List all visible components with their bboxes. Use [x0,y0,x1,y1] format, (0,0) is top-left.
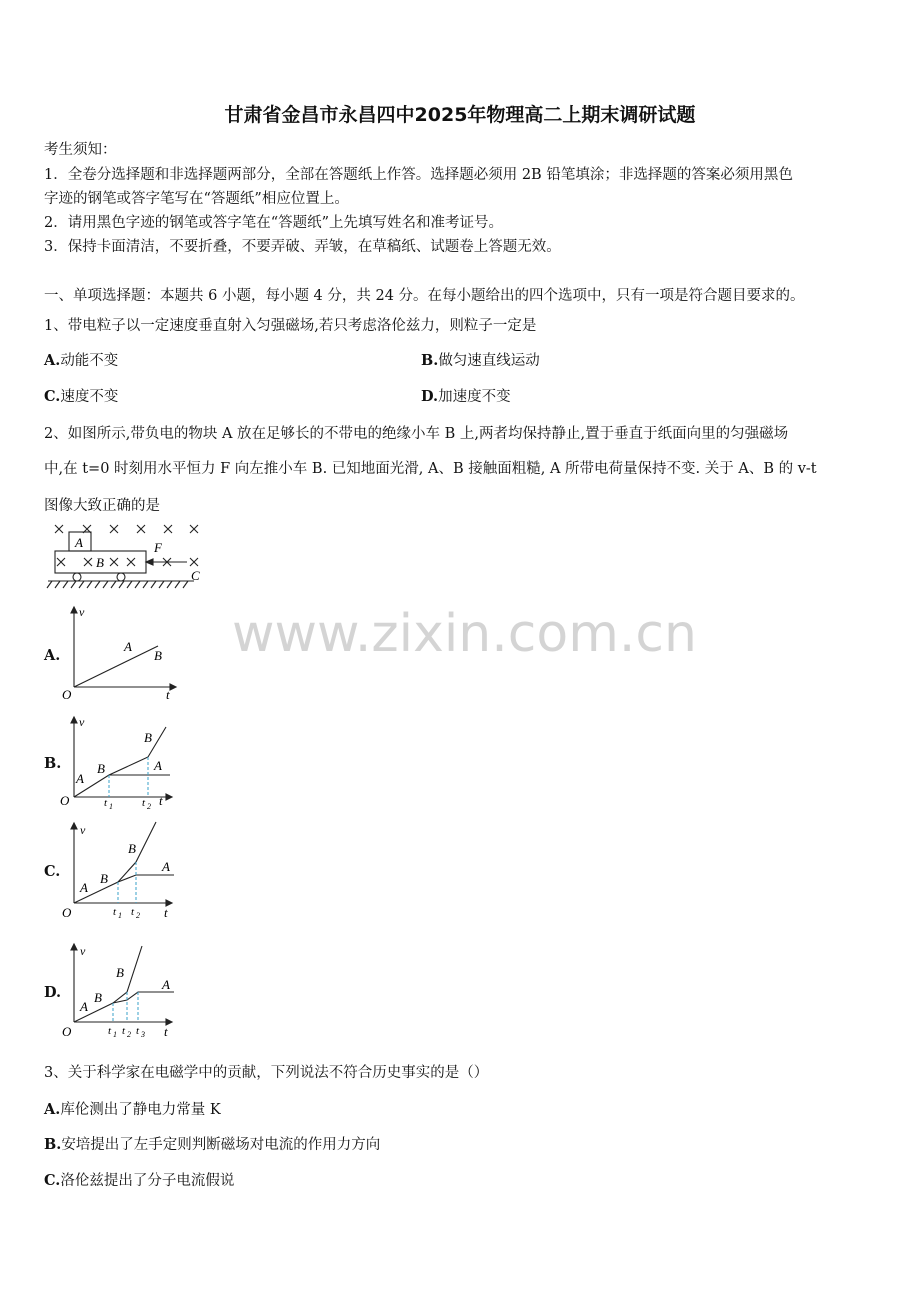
notice-item: 1．全卷分选择题和非选择题两部分，全部在答题纸上作答。选择题必须用 2B 铅笔填涂；非选择题的答案必须用黑色 [44,167,793,183]
t3-label: t [136,1025,140,1037]
axis-t-label: t [164,905,168,920]
q3-option-c: C.洛伦兹提出了分子电流假说 [44,1172,235,1189]
q2-option-a-label: A. [44,647,61,664]
t2-sub: 2 [136,911,140,920]
t1-label: t [104,797,108,809]
q1-option-d: D.加速度不变 [421,388,511,405]
line-a-label: A [80,999,88,1014]
t3-sub: 3 [141,1030,145,1039]
line-a-label: A [80,880,88,895]
q1-option-b: B.做匀速直线运动 [421,352,540,369]
q2-option-c-label: C. [44,863,61,880]
force-f-label: F [154,540,162,555]
line-b-label: B [100,871,108,886]
q2-graph-c [58,819,188,923]
line-b-label: B [144,730,152,745]
t1-label: t [113,906,117,918]
line-a-label: A [124,639,132,654]
axis-v-label: v [80,823,86,837]
q2-setup-figure [44,518,214,592]
q1-option-c: C.速度不变 [44,388,119,405]
watermark: www.zixin.com.cn [232,604,697,664]
q2-graph-a [58,603,188,701]
line-a-label: A [154,758,162,773]
t1-sub: 1 [113,1030,117,1039]
axis-t-label: t [166,687,170,701]
origin-label: O [62,905,72,920]
t1-sub: 1 [118,911,122,920]
q2-graph-b [58,714,188,812]
notice-heading: 考生须知： [44,142,117,158]
t1-sub: 1 [109,802,113,811]
q2-stem-line1: 2、如图所示,带负电的物块 A 放在足够长的不带电的绝缘小车 B 上,两者均保持静止,置于垂直于纸面向里的匀强磁场 [44,426,789,442]
t2-label: t [142,797,146,809]
origin-label: O [62,1024,72,1039]
point-c-label: C [191,568,200,583]
line-b-label: B [154,648,162,663]
axis-v-label: v [79,715,85,729]
line-b-label: B [97,761,105,776]
t2-label: t [131,906,135,918]
q1-option-a: A.动能不变 [44,352,119,369]
q2-stem-line3: 图像大致正确的是 [44,498,160,514]
origin-label: O [60,793,70,808]
line-b-label: B [94,990,102,1005]
t2-sub: 2 [127,1030,131,1039]
block-a-label: A [75,535,83,550]
cart-b-label: B [96,555,104,570]
t2-sub: 2 [147,802,151,811]
origin-label: O [62,687,72,701]
line-a-label: A [162,977,170,992]
axis-t-label: t [164,1024,168,1039]
line-a-label: A [162,859,170,874]
axis-t-label: t [159,793,163,808]
q2-option-b-label: B. [44,755,62,772]
q3-stem: 3、关于科学家在电磁学中的贡献，下列说法不符合历史事实的是（） [44,1065,489,1081]
t2-label: t [122,1025,126,1037]
q3-option-b: B.安培提出了左手定则判断磁场对电流的作用力方向 [44,1136,381,1153]
axis-v-label: v [80,944,86,958]
q2-graph-d [58,940,188,1044]
t1-label: t [108,1025,112,1037]
line-b-label: B [128,841,136,856]
q3-option-a: A.库伦测出了静电力常量 K [44,1101,221,1118]
q2-option-d-label: D. [44,984,62,1001]
line-a-label: A [76,771,84,786]
page-title: 甘肃省金昌市永昌四中2025年物理高二上期末调研试题 [224,104,696,126]
q2-stem-line2: 中,在 t=0 时刻用水平恒力 F 向左推小车 B. 已知地面光滑, A、B 接触面粗糙, A 所带电荷量保持不变. 关于 A、B 的 v-t [44,461,817,477]
section-heading: 一、单项选择题：本题共 6 小题，每小题 4 分，共 24 分。在每小题给出的四个选项中，只有一项是符合题目要求的。 [44,288,805,304]
notice-item: 3．保持卡面清洁，不要折叠，不要弄破、弄皱，在草稿纸、试题卷上答题无效。 [44,239,561,255]
notice-item: 2．请用黑色字迹的钢笔或答字笔在“答题纸”上先填写姓名和准考证号。 [44,215,504,231]
q1-stem: 1、带电粒子以一定速度垂直射入匀强磁场,若只考虑洛伦兹力，则粒子一定是 [44,318,537,334]
notice-item: 字迹的钢笔或答字笔写在“答题纸”相应位置上。 [44,191,349,207]
axis-v-label: v [79,605,85,619]
line-b-label: B [116,965,124,980]
